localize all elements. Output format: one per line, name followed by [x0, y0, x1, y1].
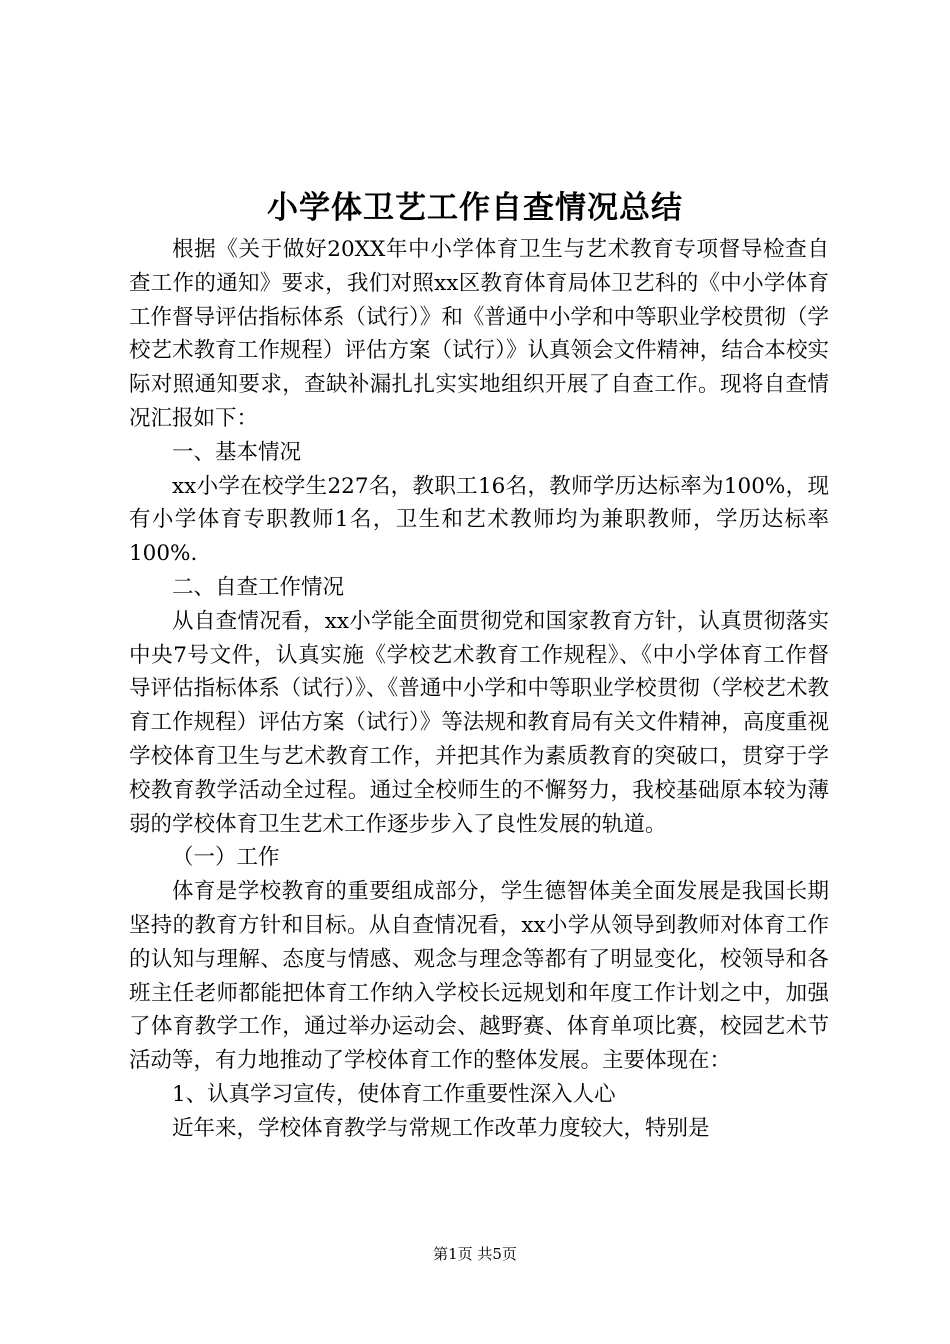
document-body	[129, 233, 829, 1146]
document-title: 小学体卫艺工作自查情况总结	[267, 190, 683, 226]
recent-years-paragraph: 近年来，学校体育教学与常规工作改革力度较大，特别是	[172, 1115, 710, 1141]
item-heading-1: 1、认真学习宣传，使体育工作重要性深入人心	[172, 1081, 616, 1107]
basic-info-paragraph: xx小学在校学生227名，教职工16名，教师学历达标率为100%，现有小学体育专职教师1名，卫生和艺术教师均为兼职教师，学历达标率100%.	[129, 473, 829, 567]
page-footer: 第1页 共5页	[433, 1245, 517, 1263]
section-heading-self-check: 二、自查工作情况	[172, 574, 345, 600]
pe-paragraph: 体育是学校教育的重要组成部分，学生德智体美全面发展是我国长期坚持的教育方针和目标。从自查情况看，xx小学从领导到教师对体育工作的认知与理解、态度与情感、观念与理念等都有了明显变化，校领导和各班主任老师都能把体育工作纳入学校长远规划和年度工作计划之中，加强了体育教学工作，通过举办运动会、越野赛、体育单项比赛，校园艺术节活动等，有力地推动了学校体育工作的整体发展。主要体现在：	[129, 879, 829, 1074]
subsection-heading-work: （一）工作	[172, 845, 280, 871]
intro-paragraph: 根据《关于做好20XX年中小学体育卫生与艺术教育专项督导检查自查工作的通知》要求，我们对照xx区教育体育局体卫艺科的《中小学体育工作督导评估指标体系（试行）》和《普通中小学和中等职业学校贯彻（学校艺术教育工作规程）评估方案（试行）》认真领会文件精神，结合本校实际对照通知要求，查缺补漏扎扎实实地组织开展了自查工作。现将自查情况汇报如下：	[129, 237, 829, 431]
section-heading-basic: 一、基本情况	[172, 439, 302, 465]
self-check-paragraph: 从自查情况看，xx小学能全面贯彻党和国家教育方针，认真贯彻落实中央7号文件，认真实施《学校艺术教育工作规程》、《中小学体育工作督导评估指标体系（试行）》、《普通中小学和中等职业学校贯彻（学校艺术教育工作规程）评估方案（试行）》等法规和教育局有关文件精神，高度重视学校体育卫生与艺术教育工作，并把其作为素质教育的突破口，贯穿于学校教育教学活动全过程。通过全校师生的不懈努力，我校基础原本较为薄弱的学校体育卫生艺术工作逐步步入了良性发展的轨道。	[129, 608, 829, 837]
